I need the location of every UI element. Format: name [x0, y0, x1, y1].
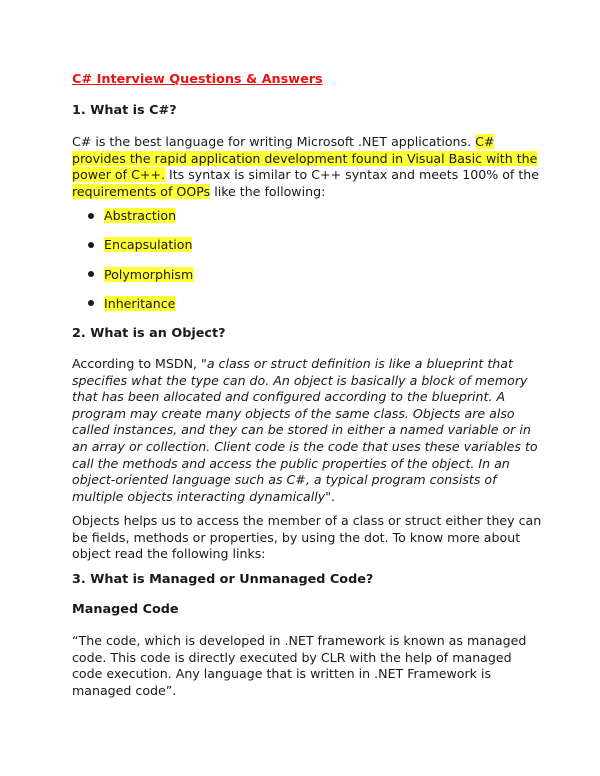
msdn-quote: a class or struct definition is like a blueprint that specifies what the type can do. An object is basically a block of memory that has been allocated and configured according to the blueprint. A program may create many objects of the same class. Objects are also called instances, and they can be stored in either a named variable or in an array or collection. Client code is the code that uses these variables to call the methods and access the public properties of the object. In an object-oriented language such as C#, a typical program consists of multiple objects interacting dynamically [72, 356, 538, 504]
oop-list [72, 208, 193, 325]
q2-heading: 2. What is an Object? [72, 326, 226, 341]
list-item-label: Encapsulation [104, 237, 193, 253]
bullet-icon [88, 213, 94, 219]
list-item-label: Polymorphism [104, 266, 194, 282]
list-item-label: Inheritance [104, 295, 176, 311]
bullet-icon [88, 300, 94, 306]
list-item-label: Abstraction [104, 208, 177, 223]
q1-text-c: Its syntax is similar to C++ syntax and meets 100% of the [164, 167, 540, 183]
q1-heading: 1. What is C#? [72, 103, 177, 118]
list-item [72, 296, 193, 325]
q1-paragraph [72, 134, 542, 200]
q1-text-e: like the following: [210, 183, 326, 199]
q3-heading: 3. What is Managed or Unmanaged Code? [72, 572, 374, 587]
list-item [72, 208, 193, 237]
q2-text-a: According to MSDN, " [72, 356, 207, 371]
bullet-icon [88, 271, 94, 277]
q1-text-a: C# is the best language for writing Microsoft .NET applications. [72, 134, 476, 149]
document-title: C# Interview Questions & Answers [72, 72, 323, 87]
list-item [72, 267, 193, 296]
bullet-icon [88, 242, 94, 248]
list-item [72, 237, 193, 266]
managed-code-subheading: Managed Code [72, 602, 179, 617]
q2-paragraph-1 [72, 356, 542, 505]
q1-highlight-oops: requirements of OOPs [72, 183, 211, 199]
q3-paragraph: “The code, which is developed in .NET framework is known as managed code. This code is directly executed by CLR with the help of managed code execution. Any language that is written in .NET Framework is managed code”. [72, 633, 527, 698]
q2-text-c: ". [325, 488, 336, 504]
q2-paragraph-2: Objects helps us to access the member of a class or struct either they can be fields, methods or properties, by using the dot. To know more about object read the following links: [72, 513, 542, 562]
q1-highlight-rad: C# provides the rapid application development found in Visual Basic with the power of C++. [72, 134, 538, 183]
